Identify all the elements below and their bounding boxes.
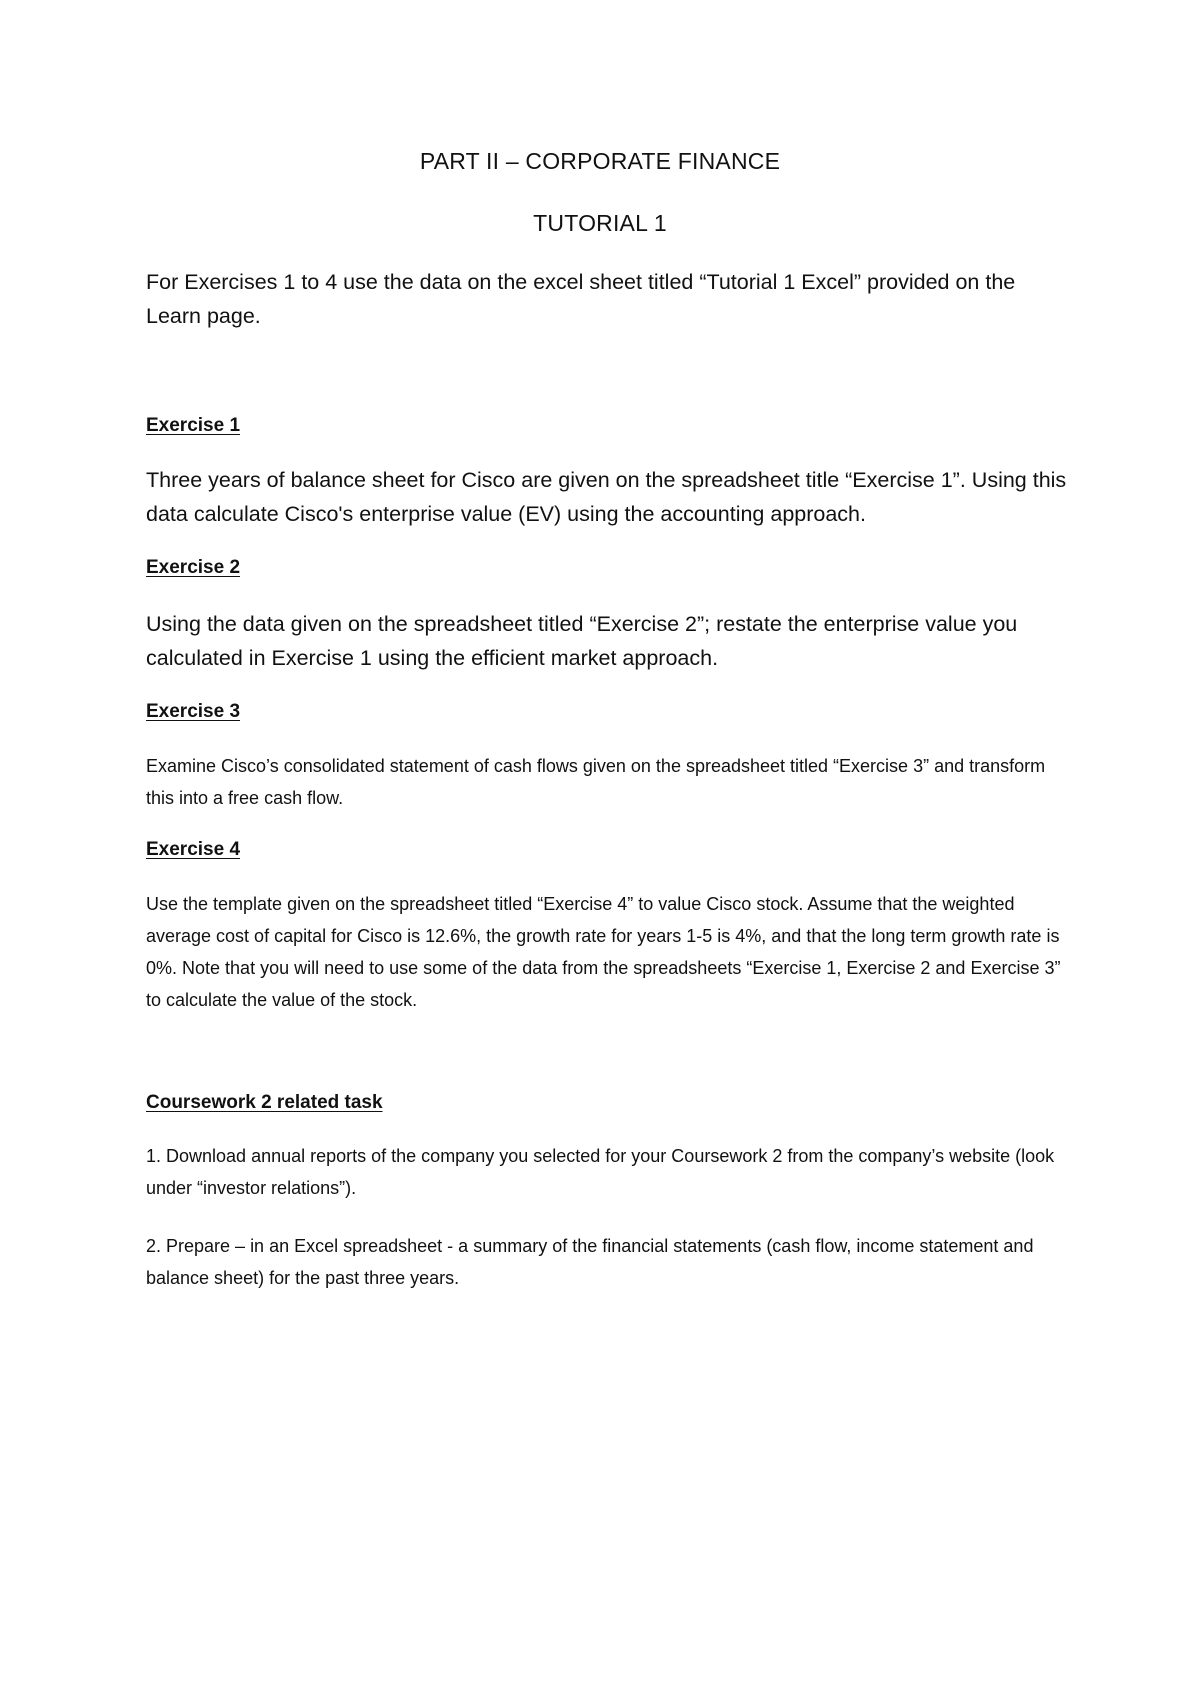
exercise-3-heading: Exercise 3	[146, 701, 241, 722]
coursework-item-2: 2. Prepare – in an Excel spreadsheet - a summary of the financial statements (cash flow, income statement and balance sheet) for the past three years.	[146, 1236, 1034, 1288]
exercise-4-heading: Exercise 4	[146, 839, 241, 860]
coursework-item-1: 1. Download annual reports of the company you selected for your Coursework 2 from the company’s website (look under “investor relations”).	[146, 1146, 1055, 1198]
exercise-3-text: Examine Cisco’s consolidated statement of cash flows given on the spreadsheet titled “Exercise 3” and transform this into a free cash flow.	[146, 756, 1046, 808]
exercise-2-heading: Exercise 2	[146, 557, 241, 578]
exercise-1-heading: Exercise 1	[146, 415, 241, 436]
exercise-1-text: Three years of balance sheet for Cisco are given on the spreadsheet title “Exercise 1”. Using this data calculate Cisco's enterprise value (EV) using the accounting approach.	[146, 468, 1067, 526]
exercise-4-text: Use the template given on the spreadsheet titled “Exercise 4” to value Cisco stock. Assume that the weighted average cost of capital for Cisco is 12.6%, the growth rate for years 1-5 is 4%, and that the long term growth rate is 0%. Note that you will need to use some of the data from the spreadsheets “Exercise 1, Exercise 2 and Exercise 3” to calculate the value of the stock.	[146, 894, 1061, 1010]
document-subtitle: TUTORIAL 1	[533, 210, 667, 236]
document-title: PART II – CORPORATE FINANCE	[419, 148, 781, 174]
intro-paragraph: For Exercises 1 to 4 use the data on the excel sheet titled “Tutorial 1 Excel” provided on the Learn page.	[146, 270, 1016, 328]
coursework-heading: Coursework 2 related task	[146, 1092, 383, 1113]
exercise-2-text: Using the data given on the spreadsheet titled “Exercise 2”; restate the enterprise value you calculated in Exercise 1 using the efficient market approach.	[146, 612, 1018, 670]
